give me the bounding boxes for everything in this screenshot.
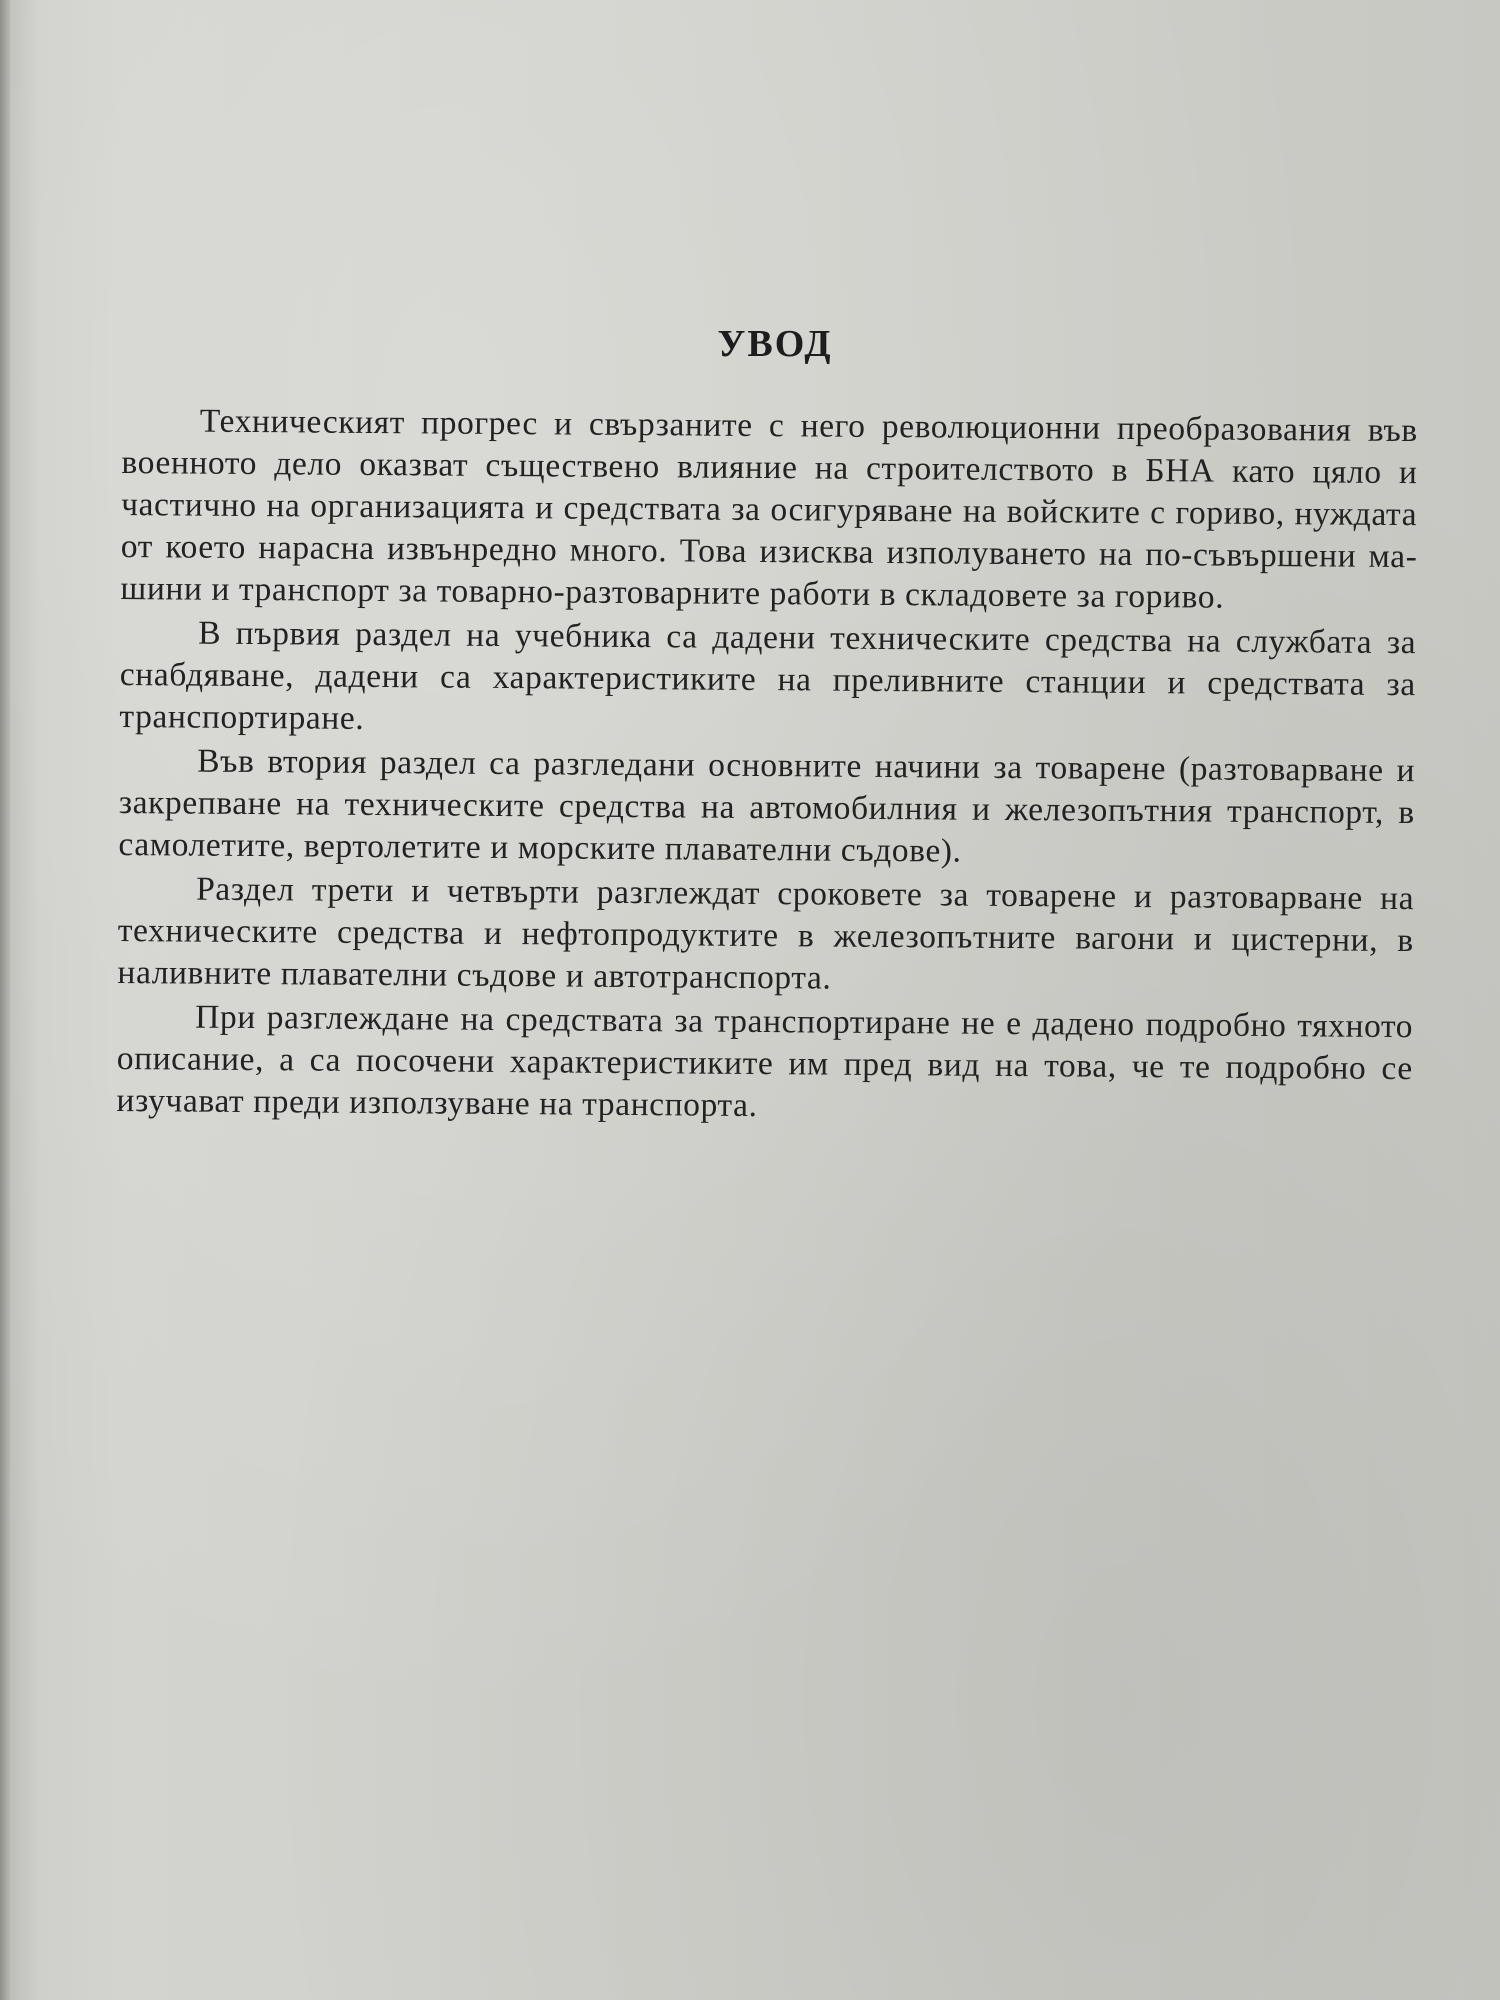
page-edge <box>0 0 10 2000</box>
body-text <box>116 400 1418 1132</box>
paragraph-2: В първия раздел на учебника са дадени техническите средства на службата за снабдяване, дадени са характеристиките на преливните станции и средствата за транспортиране. <box>119 614 1417 737</box>
paragraph-4: Раздел трети и четвърти разглеждат сроковете за товарене и разтоварване на техническите средства и нефтопродуктите в железопътните вагони и цистерни, в наливните плавателни съдове и автотранспорта. <box>117 870 1415 997</box>
paragraph-3: Във втория раздел са разгледани основните начини за товарене (разтоварване и закрепване на техническите средства на автомобилния и железопътния транспорт, в самолетите, вертолетите и морските плавателни съдове). <box>118 742 1416 870</box>
paragraph-1: Техническият прогрес и свързаните с него революционни преобразования във военното дело оказват съществено влияние на строителството в БНА като цяло и частично на организацията и средствата за осигуряване на войските с гориво, нуждата от което нарасна извънредно много. Това изисква изполуването на по-съвършени машини и транспорт за товарно-разтоварните работи в складовете за гориво. <box>120 402 1418 616</box>
page-title: УВОД <box>717 323 833 365</box>
paragraph-5: При разглеждане на средствата за транспортиране не е дадено подробно тяхното описание, а са посочени характеристиките им пред вид на това, че те подробно се изучават преди използуване на транспорта. <box>116 998 1414 1125</box>
